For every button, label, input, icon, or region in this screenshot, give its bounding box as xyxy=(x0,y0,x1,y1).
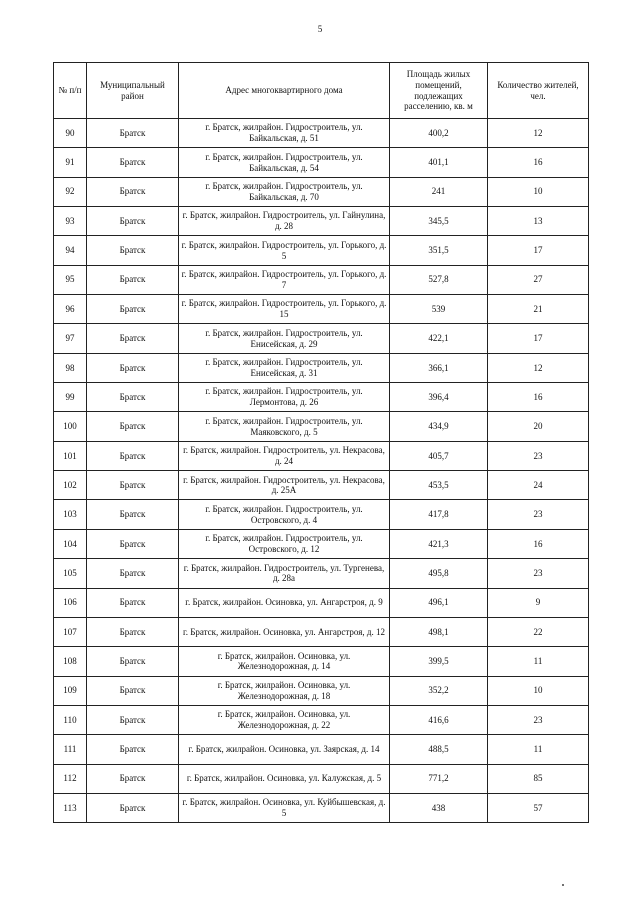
cell-number: 98 xyxy=(54,353,87,382)
cell-address: г. Братск, жилрайон. Гидростроитель, ул. Некрасова, д. 24 xyxy=(179,441,390,470)
cell-number: 104 xyxy=(54,529,87,558)
cell-district: Братск xyxy=(87,148,179,177)
cell-address: г. Братск, жилрайон. Гидростроитель, ул. Горького, д. 7 xyxy=(179,265,390,294)
table-header xyxy=(54,63,589,119)
table-row xyxy=(54,588,589,617)
cell-number: 113 xyxy=(54,793,87,822)
table-row xyxy=(54,735,589,764)
cell-address: г. Братск, жилрайон. Осиновка, ул. Железнодорожная, д. 14 xyxy=(179,647,390,676)
cell-district: Братск xyxy=(87,705,179,734)
table-row xyxy=(54,647,589,676)
table-row xyxy=(54,119,589,148)
cell-area: 422,1 xyxy=(390,324,488,353)
cell-residents: 12 xyxy=(488,119,589,148)
cell-address: г. Братск, жилрайон. Гидростроитель, ул. Горького, д. 15 xyxy=(179,295,390,324)
cell-district: Братск xyxy=(87,617,179,646)
cell-residents: 20 xyxy=(488,412,589,441)
cell-area: 351,5 xyxy=(390,236,488,265)
cell-area: 488,5 xyxy=(390,735,488,764)
scan-dot xyxy=(562,884,564,886)
cell-number: 102 xyxy=(54,471,87,500)
header-address: Адрес многоквартирного дома xyxy=(179,63,390,119)
cell-number: 91 xyxy=(54,148,87,177)
cell-number: 93 xyxy=(54,207,87,236)
header-area: Площадь жилых помещений, подлежащих расселению, кв. м xyxy=(390,63,488,119)
cell-number: 99 xyxy=(54,383,87,412)
cell-district: Братск xyxy=(87,588,179,617)
header-residents: Количество жителей, чел. xyxy=(488,63,589,119)
cell-residents: 17 xyxy=(488,236,589,265)
table-row xyxy=(54,471,589,500)
cell-area: 416,6 xyxy=(390,705,488,734)
cell-number: 94 xyxy=(54,236,87,265)
cell-district: Братск xyxy=(87,735,179,764)
cell-number: 112 xyxy=(54,764,87,793)
cell-number: 95 xyxy=(54,265,87,294)
cell-address: г. Братск, жилрайон. Осиновка, ул. Железнодорожная, д. 22 xyxy=(179,705,390,734)
table-row xyxy=(54,529,589,558)
table-row xyxy=(54,148,589,177)
cell-address: г. Братск, жилрайон. Гидростроитель, ул. Байкальская, д. 51 xyxy=(179,119,390,148)
cell-address: г. Братск, жилрайон. Гидростроитель, ул. Енисейская, д. 29 xyxy=(179,324,390,353)
cell-area: 352,2 xyxy=(390,676,488,705)
cell-address: г. Братск, жилрайон. Осиновка, ул. Заярская, д. 14 xyxy=(179,735,390,764)
cell-area: 396,4 xyxy=(390,383,488,412)
cell-residents: 57 xyxy=(488,793,589,822)
cell-residents: 16 xyxy=(488,148,589,177)
cell-number: 105 xyxy=(54,559,87,588)
table-row xyxy=(54,441,589,470)
table-row xyxy=(54,559,589,588)
cell-area: 366,1 xyxy=(390,353,488,382)
table-row xyxy=(54,412,589,441)
table-row xyxy=(54,676,589,705)
cell-residents: 16 xyxy=(488,529,589,558)
table-row xyxy=(54,764,589,793)
cell-address: г. Братск, жилрайон. Осиновка, ул. Калужская, д. 5 xyxy=(179,764,390,793)
cell-residents: 23 xyxy=(488,441,589,470)
cell-residents: 85 xyxy=(488,764,589,793)
cell-address: г. Братск, жилрайон. Гидростроитель, ул. Маяковского, д. 5 xyxy=(179,412,390,441)
cell-residents: 22 xyxy=(488,617,589,646)
housing-table xyxy=(53,62,589,823)
cell-residents: 23 xyxy=(488,500,589,529)
cell-area: 527,8 xyxy=(390,265,488,294)
cell-area: 241 xyxy=(390,177,488,206)
cell-area: 399,5 xyxy=(390,647,488,676)
cell-address: г. Братск, жилрайон. Гидростроитель, ул. Горького, д. 5 xyxy=(179,236,390,265)
cell-district: Братск xyxy=(87,441,179,470)
cell-address: г. Братск, жилрайон. Гидростроитель, ул. Островского, д. 4 xyxy=(179,500,390,529)
cell-residents: 23 xyxy=(488,559,589,588)
table-body xyxy=(54,119,589,823)
cell-area: 496,1 xyxy=(390,588,488,617)
cell-address: г. Братск, жилрайон. Гидростроитель, ул. Тургенева, д. 28а xyxy=(179,559,390,588)
table-row xyxy=(54,500,589,529)
header-number: № п/п xyxy=(54,63,87,119)
cell-residents: 23 xyxy=(488,705,589,734)
cell-district: Братск xyxy=(87,353,179,382)
cell-address: г. Братск, жилрайон. Гидростроитель, ул. Гайнулина, д. 28 xyxy=(179,207,390,236)
cell-residents: 17 xyxy=(488,324,589,353)
cell-number: 90 xyxy=(54,119,87,148)
cell-residents: 24 xyxy=(488,471,589,500)
cell-area: 438 xyxy=(390,793,488,822)
cell-residents: 16 xyxy=(488,383,589,412)
cell-area: 400,2 xyxy=(390,119,488,148)
table-row xyxy=(54,617,589,646)
cell-number: 109 xyxy=(54,676,87,705)
cell-area: 345,5 xyxy=(390,207,488,236)
cell-address: г. Братск, жилрайон. Гидростроитель, ул. Енисейская, д. 31 xyxy=(179,353,390,382)
cell-district: Братск xyxy=(87,119,179,148)
cell-district: Братск xyxy=(87,265,179,294)
header-row xyxy=(54,63,589,119)
cell-number: 97 xyxy=(54,324,87,353)
table-row xyxy=(54,324,589,353)
cell-area: 495,8 xyxy=(390,559,488,588)
cell-address: г. Братск, жилрайон. Осиновка, ул. Куйбышевская, д. 5 xyxy=(179,793,390,822)
cell-area: 421,3 xyxy=(390,529,488,558)
cell-number: 111 xyxy=(54,735,87,764)
cell-district: Братск xyxy=(87,764,179,793)
cell-area: 771,2 xyxy=(390,764,488,793)
table-row xyxy=(54,793,589,822)
cell-number: 101 xyxy=(54,441,87,470)
cell-area: 405,7 xyxy=(390,441,488,470)
table-row xyxy=(54,207,589,236)
cell-residents: 10 xyxy=(488,177,589,206)
cell-residents: 27 xyxy=(488,265,589,294)
cell-district: Братск xyxy=(87,471,179,500)
cell-number: 110 xyxy=(54,705,87,734)
table-row xyxy=(54,236,589,265)
table-row xyxy=(54,353,589,382)
cell-district: Братск xyxy=(87,500,179,529)
cell-number: 92 xyxy=(54,177,87,206)
cell-address: г. Братск, жилрайон. Гидростроитель, ул. Байкальская, д. 70 xyxy=(179,177,390,206)
table-row xyxy=(54,295,589,324)
table-row xyxy=(54,177,589,206)
cell-area: 434,9 xyxy=(390,412,488,441)
cell-district: Братск xyxy=(87,647,179,676)
cell-district: Братск xyxy=(87,177,179,206)
cell-area: 401,1 xyxy=(390,148,488,177)
cell-number: 106 xyxy=(54,588,87,617)
cell-address: г. Братск, жилрайон. Осиновка, ул. Железнодорожная, д. 18 xyxy=(179,676,390,705)
cell-district: Братск xyxy=(87,559,179,588)
table-row xyxy=(54,265,589,294)
cell-area: 498,1 xyxy=(390,617,488,646)
cell-residents: 21 xyxy=(488,295,589,324)
cell-residents: 13 xyxy=(488,207,589,236)
cell-address: г. Братск, жилрайон. Осиновка, ул. Ангарстроя, д. 12 xyxy=(179,617,390,646)
cell-address: г. Братск, жилрайон. Гидростроитель, ул. Лермонтова, д. 26 xyxy=(179,383,390,412)
cell-area: 417,8 xyxy=(390,500,488,529)
cell-district: Братск xyxy=(87,324,179,353)
table-row xyxy=(54,383,589,412)
cell-number: 107 xyxy=(54,617,87,646)
cell-district: Братск xyxy=(87,383,179,412)
cell-address: г. Братск, жилрайон. Гидростроитель, ул. Некрасова, д. 25А xyxy=(179,471,390,500)
cell-district: Братск xyxy=(87,412,179,441)
header-district: Муниципальный район xyxy=(87,63,179,119)
cell-residents: 11 xyxy=(488,647,589,676)
cell-address: г. Братск, жилрайон. Осиновка, ул. Ангарстроя, д. 9 xyxy=(179,588,390,617)
cell-residents: 12 xyxy=(488,353,589,382)
cell-number: 96 xyxy=(54,295,87,324)
cell-district: Братск xyxy=(87,529,179,558)
cell-number: 103 xyxy=(54,500,87,529)
cell-district: Братск xyxy=(87,236,179,265)
cell-address: г. Братск, жилрайон. Гидростроитель, ул. Байкальская, д. 54 xyxy=(179,148,390,177)
cell-area: 539 xyxy=(390,295,488,324)
table-row xyxy=(54,705,589,734)
cell-address: г. Братск, жилрайон. Гидростроитель, ул. Островского, д. 12 xyxy=(179,529,390,558)
cell-number: 108 xyxy=(54,647,87,676)
cell-district: Братск xyxy=(87,295,179,324)
cell-district: Братск xyxy=(87,207,179,236)
cell-district: Братск xyxy=(87,793,179,822)
page-number: 5 xyxy=(317,24,323,34)
cell-residents: 10 xyxy=(488,676,589,705)
cell-district: Братск xyxy=(87,676,179,705)
cell-residents: 11 xyxy=(488,735,589,764)
cell-number: 100 xyxy=(54,412,87,441)
cell-residents: 9 xyxy=(488,588,589,617)
cell-area: 453,5 xyxy=(390,471,488,500)
